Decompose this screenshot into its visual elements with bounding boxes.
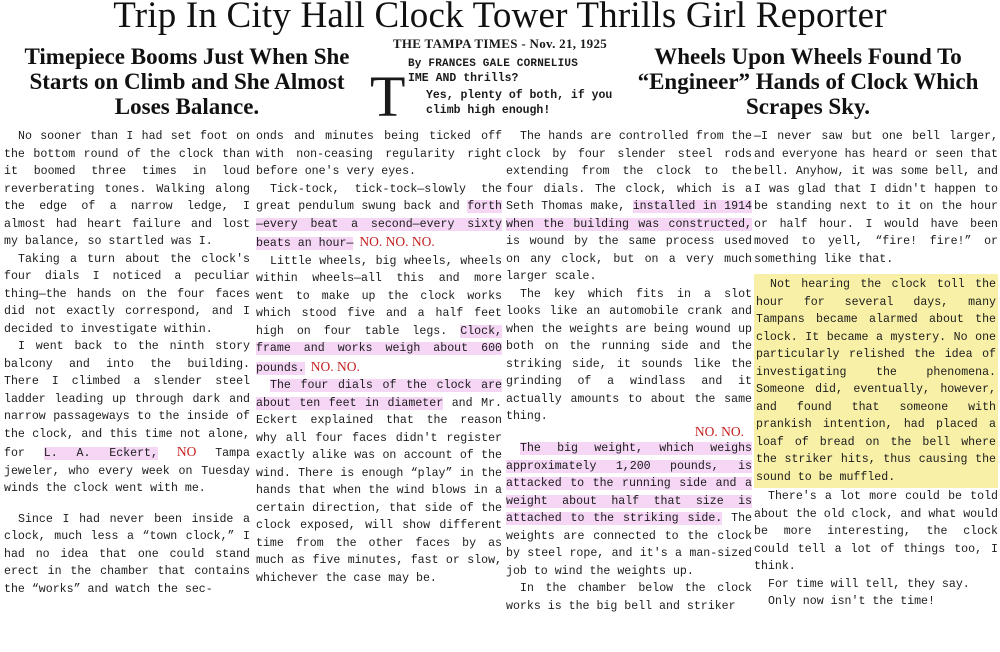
col1-paragraph: No sooner than I had set foot on the bottom round of the clock than it boomed three times in loud reverberating tones. Walking along the edge of a narrow ledge, I almost had heart failure and lost my balance, so startled was I.	[4, 130, 250, 248]
no-annotation: NO	[176, 444, 197, 459]
col3-paragraph: The big weight, which weighs approximately 1,200 pounds, is attacked to the running side and a weight about half that size is attached to the striking side. The weights are connected to the clock by steel rope, and it's a man-sized job to wind the weights up.	[506, 442, 752, 578]
col4-paragraph: For time will tell, they say.	[768, 577, 970, 591]
col1-paragraph: Taking a turn about the clock's four dials I noticed a peculiar thing—the hands on the four faces did not exactly correspond, and I decided to investigate within.	[4, 252, 250, 336]
col3-paragraph: The key which fits in a slot looks like an automobile crank and when the weights are being wound up both on the running side and the striking side, it sounds like the grinding of a windlass and it actually amounts to about the same thing.	[506, 287, 752, 423]
col2-paragraph: Tick-tock, tick-tock—slowly the great pendulum swung back and forth—every beat a second—every sixty beats an hour— NO. NO. NO.	[256, 182, 502, 250]
column-2	[256, 128, 502, 587]
no-annotation: NO. NO.	[310, 358, 360, 374]
highlight-dials: The four dials of the clock are about ten feet in diameter	[256, 379, 502, 410]
author-byline: By FRANCES GALE CORNELIUS	[407, 58, 579, 70]
highlight-mystery: Not hearing the clock toll the hour for several days, many Tampans became alarmed about the clock. It became a mystery. No one particularly relished the idea of investigating the phenomena. Someone did, eventually, however, and found that someone with prankish intention, had placed a loaf of bread on the bell where the striker hits, thus causing the sound to be muffled.	[754, 274, 998, 488]
drop-cap: T	[370, 64, 406, 129]
highlight-pendulum: forth—every beat a second—every sixty beats an hour—	[256, 200, 502, 250]
col3-paragraph: In the chamber below the clock works is the big bell and striker	[506, 582, 752, 613]
col3-paragraph: The hands are controlled from the clock by four slender steel rods extending from the clock to the four dials. The clock, which is a Seth Thomas make, installed in 1914 when the building was constructed, is wound by the same process used on any clock, but on a very much larger scale.	[506, 130, 752, 283]
headline: Trip In City Hall Clock Tower Thrills Girl Reporter	[113, 0, 887, 36]
col2-paragraph: The four dials of the clock are about ten feet in diameter and Mr. Eckert explained that the reason why all four faces didn't register exactly alike was on account of the wind. There is enough “play” in the hands that when the wind blows in a certain direction, that side of the clock exposed, will show different time from the other faces by as much as five minutes, fast or slow, whichever the case may be.	[256, 379, 502, 585]
lead-line-2: Yes, plenty of both, if you climb high enough!	[426, 89, 613, 117]
highlight-big-weight: The big weight, which weighs approximately 1,200 pounds, is attacked to the running side and a weight about half that size is attached to the striking side.	[506, 442, 752, 525]
col4-paragraph: There's a lot more could be told about the old clock, and what would be more interesting, the clock could tell a lot of things too, I think.	[754, 490, 998, 573]
col2-paragraph: onds and minutes being ticked off with non-ceasing regularity right before one's very eyes.	[256, 130, 502, 178]
highlighted-name: L. A. Eckert,	[43, 447, 158, 460]
subhead-left: Timepiece Booms Just When She Starts on Climb and She Almost Loses Balance.	[24, 44, 350, 119]
subhead-right: Wheels Upon Wheels Found To “Engineer” Hands of Clock Which Scrapes Sky.	[637, 44, 979, 119]
lead-line-1: IME AND thrills?	[408, 72, 519, 85]
column-1	[4, 128, 250, 598]
col4-paragraph: Only now isn't the time!	[768, 595, 935, 608]
highlight-installed: installed in 1914 when the building was constructed,	[506, 200, 752, 231]
col1-paragraph: I went back to the ninth story balcony and into the building. There I climbed a slender steel ladder leading up through dark and narrow passageways to the inside of the clock, and this time not alone, for L. A. Eckert, NO Tampa jeweler, who every week on Tuesday winds the clock went with me.	[4, 340, 250, 495]
col1-paragraph: Since I had never been inside a clock, much less a “town clock,” I had no idea that one could stand erect in the chamber that contains the “works” and watch the sec-	[4, 512, 250, 596]
highlight-weight: Clock, frame and works weigh about 600 pounds.	[256, 324, 502, 375]
col4-paragraph: —I never saw but one bell larger, and everyone has heard or seen that bell. Anyhow, it was some bell, and I was glad that I didn't happen to be standing next to it on the hour or half hour. I would have been moved to yell, “fire! fire!” or something like that.	[754, 130, 998, 266]
no-annotation: NO. NO.	[694, 423, 744, 439]
byline-block	[358, 58, 628, 132]
col2-paragraph: Little wheels, big wheels, wheels within wheels—all this and more went to make up the clock works which stood five and a half feet high on four table legs. Clock, frame and works weigh about 600 pounds. NO. NO.	[256, 254, 502, 375]
no-annotation: NO. NO. NO.	[359, 234, 435, 249]
column-4	[754, 128, 998, 611]
column-3	[506, 128, 752, 615]
dateline: THE TAMPA TIMES - Nov. 21, 1925	[392, 36, 608, 51]
